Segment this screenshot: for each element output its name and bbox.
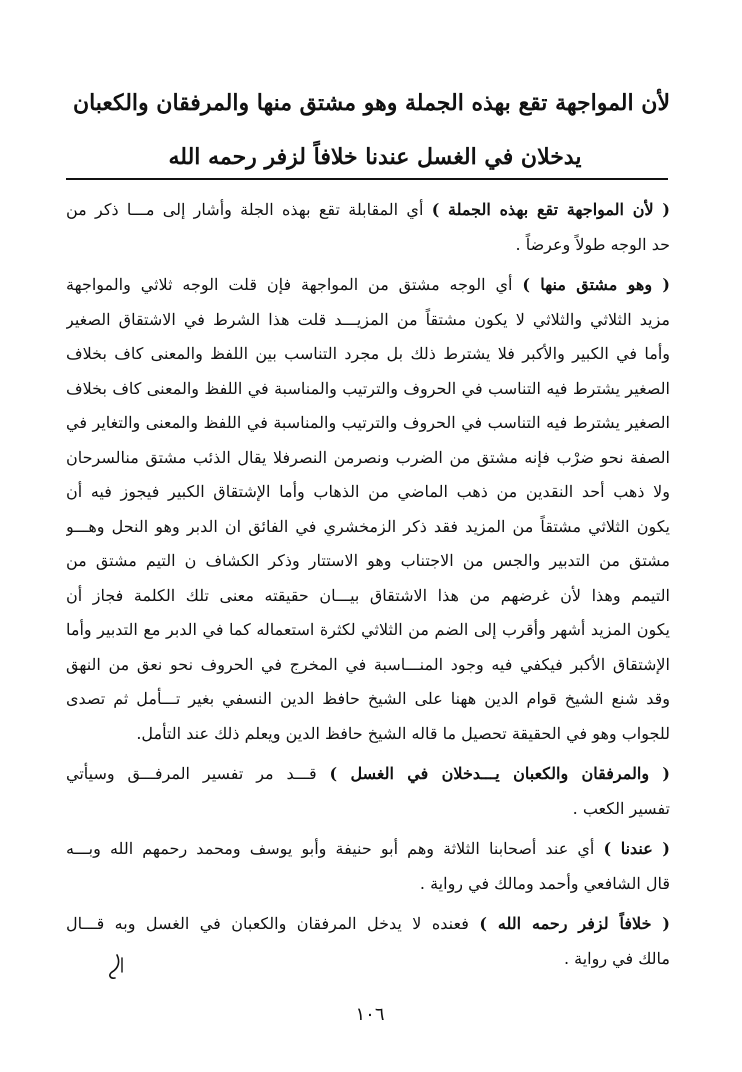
commentary-line: قال الشافعي وأحمد ومالك في رواية . (419, 873, 670, 893)
commentary-line: ( عندنا ) أي عند أصحابنا الثلاثة وهم أبو حنيفة وأبو يوسف ومحمد رحمهم الله وبـــه (66, 839, 670, 858)
commentary-line: وأما في الكبير والأكبر فلا يشترط ذلك بل مجرد التناسب بين اللفظ والمعنى كاف بخلاف (66, 344, 670, 363)
commentary-line: للجواب وهو في الحقيقة تحصيل ما قاله الشيخ حافظ الدين ويعلم ذلك عند التأمل. (136, 723, 670, 743)
commentary-line: الإشتقاق الأكبر فيكفي فيه وجود المنـــاسبة في المخرج في الحروف نحو نعق من النهق (66, 654, 670, 674)
commentary-line: ( وهو مشتق منها ) أي الوجه مشتق من المواجهة فإن قلت الوجه ثلاثي والمواجهة (66, 275, 670, 294)
quoted-heading: ( وهو مشتق منها ) (522, 275, 670, 294)
page-number: ١٠٦ (355, 1004, 385, 1025)
commentary-line: التيمم وهذا لأن غرضهم من هذا الاشتقاق بيـــان حقيقته معنى تلك الكلمة فجاز أن (66, 585, 670, 605)
commentary-line: الصغير يشترط فيه التناسب في الحروف والترتيب والمناسبة في اللفظ والمعنى كاف بخلاف (66, 378, 670, 398)
matn-line-2: يدخلان في الغسل عندنا خلافاً لزفر رحمه الله (168, 144, 582, 170)
commentary-body (66, 193, 670, 976)
commentary-line: ( والمرفقان والكعبان يـــدخلان في الغسل ) قـــد مر تفسير المرفـــق وسيأتي (66, 764, 670, 783)
quoted-heading: ( والمرفقان والكعبان يـــدخلان في الغسل ) (329, 764, 670, 783)
commentary-line: الصفة نحو ضرْب فإنه مشتق من الضرب ونصرمن النصرفلا يقال الذئب مشتق منالسرحان (66, 447, 670, 467)
commentary-line: الصغير يشترط فيه التناسب في الحروف والترتيب والمناسبة في اللفظ والمعنى والتغاير في (66, 413, 670, 432)
commentary-line: مالك في رواية . (563, 948, 670, 968)
commentary-line: تفسير الكعب . (572, 798, 670, 818)
quoted-heading: ( عندنا ) (603, 839, 670, 858)
separator-rule (66, 178, 668, 180)
commentary-line: وقد شنع الشيخ قوام الدين ههنا على الشيخ حافظ الدين النسفي بغير تـــأمل ثم تصدى (66, 689, 670, 708)
commentary-line: يكون الثلاثي مشتقاً من المزيد فقد ذكر الزمخشري في الفائق ان الدبر وهو النحل وهـــو (66, 516, 670, 536)
handwritten-mark (98, 952, 128, 982)
matn-line-1: لأن المواجهة تقع بهذه الجملة وهو مشتق منها والمرفقان والكعبان (72, 90, 670, 116)
commentary-line: يكون المزيد أشهر وأقرب إلى الضم من الثلاثي لكثرة استعماله كما في الدبر مع التدبير وأما (66, 620, 670, 639)
matn-text (72, 76, 670, 184)
commentary-line: ( لأن المواجهة تقع بهذه الجملة ) أي المقابلة تقع بهذه الجلة وأشار إلى مـــا ذكر من (66, 200, 670, 219)
commentary-line: مشتق من التدبير والجس من الاجتناب وهو الاستتار وذكر الكشاف ن التيم مشتق من (66, 551, 670, 570)
quoted-heading: ( خلافاً لزفر رحمه الله ) (479, 914, 670, 933)
commentary-line: ( خلافاً لزفر رحمه الله ) فعنده لا يدخل المرفقان والكعبان في الغسل وبه قـــال (66, 914, 670, 933)
commentary-line: حد الوجه طولاً وعرضاً . (515, 234, 670, 254)
commentary-line: مزيد الثلاثي والثلاثي لا يكون مشتقاً من المزيـــد قلت هذا الشرط في الاشتقاق الصغير (66, 309, 670, 329)
commentary-line: ولا ذهب أحد النقدين من ذهب الماضي من الذهاب وأما الإشتقاق الكبير فيجوز فيه أن (66, 482, 670, 501)
quoted-heading: ( لأن المواجهة تقع بهذه الجملة ) (431, 200, 670, 219)
